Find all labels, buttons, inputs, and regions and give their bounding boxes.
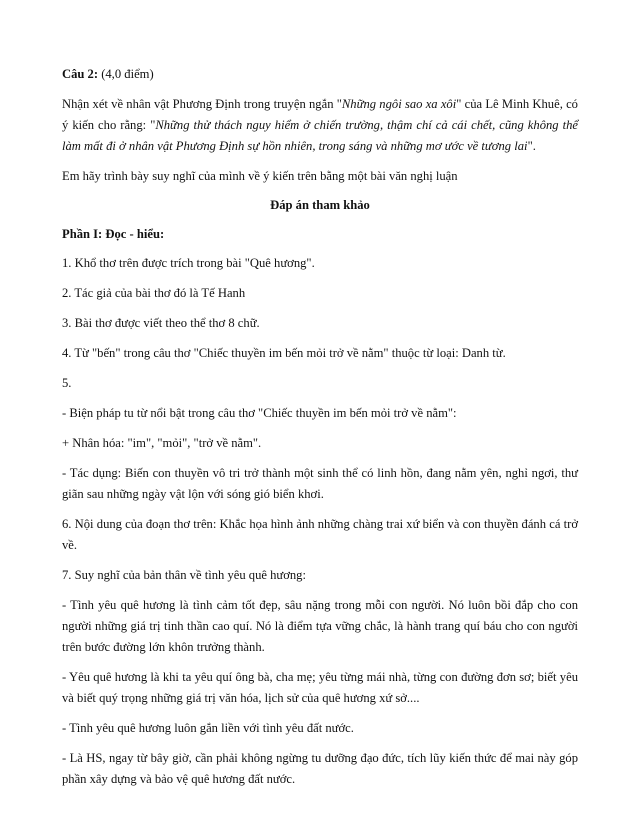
answer-item: - Yêu quê hương là khi ta yêu quí ông bà, cha mẹ; yêu từng mái nhà, từng con đường đơn sơ; biết yêu và biết quý trọng những giá trị văn hóa, lịch sử của quê hương xứ sở.... bbox=[62, 670, 578, 705]
answer-item: + Nhân hóa: "im", "mỏi", "trở về nằm". bbox=[62, 436, 262, 450]
question-prompt bbox=[62, 94, 578, 157]
page-content bbox=[62, 64, 578, 799]
answer-item: 7. Suy nghĩ của bản thân về tình yêu quê hương: bbox=[62, 568, 306, 582]
question-task: Em hãy trình bày suy nghĩ của mình về ý kiến trên bằng một bài văn nghị luận bbox=[62, 169, 458, 183]
prompt-text-c: ". bbox=[527, 139, 536, 153]
answer-item: - Biện pháp tu từ nổi bật trong câu thơ "Chiếc thuyền im bến mỏi trở về nằm": bbox=[62, 406, 457, 420]
question-label: Câu 2: bbox=[62, 67, 99, 81]
answer-item: 5. bbox=[62, 376, 72, 390]
answer-item: 3. Bài thơ được viết theo thể thơ 8 chữ. bbox=[62, 316, 260, 330]
question-heading bbox=[62, 64, 578, 85]
answer-title: Đáp án tham khảo bbox=[270, 198, 370, 212]
prompt-quote: Những thử thách nguy hiểm ở chiến trường, thậm chí cả cái chết, cũng không thể làm mất đi ở nhân vật Phương Định sự hồn nhiên, trong sáng và những mơ ước về tương lai bbox=[62, 118, 579, 153]
answer-item: 2. Tác giả của bài thơ đó là Tế Hanh bbox=[62, 286, 246, 300]
answer-item: 4. Từ "bến" trong câu thơ "Chiếc thuyền im bến mỏi trở về nằm" thuộc từ loại: Danh từ. bbox=[62, 346, 506, 360]
answer-item: 1. Khổ thơ trên được trích trong bài "Quê hương". bbox=[62, 256, 315, 270]
question-score: (4,0 điểm) bbox=[98, 67, 154, 81]
answer-item: - Tình yêu quê hương là tình cảm tốt đẹp, sâu nặng trong mỗi con người. Nó luôn bồi đắp cho con người những giá trị tinh thần cao quí. Nó là điểm tựa vững chắc, là hành trang quí báu cho con người trên bước đường lớn khôn trưởng thành. bbox=[62, 598, 578, 654]
answer-item: - Là HS, ngay từ bây giờ, cần phải không ngừng tu dưỡng đạo đức, tích lũy kiến thức để mai này góp phần xây dựng và bảo vệ quê hương đất nước. bbox=[62, 751, 578, 786]
answer-item: - Tác dụng: Biến con thuyền vô tri trở thành một sinh thể có linh hồn, đang nằm yên, nghỉ ngơi, thư giãn sau những ngày vật lộn với sóng gió biển khơi. bbox=[62, 466, 578, 501]
answer-item: 6. Nội dung của đoạn thơ trên: Khắc họa hình ảnh những chàng trai xứ biển và con thuyền đánh cá trở về. bbox=[62, 517, 578, 552]
prompt-text-b: " của Lê Minh Khuê, có ý kiến cho rằng: " bbox=[62, 97, 578, 132]
answer-item: - Tình yêu quê hương luôn gắn liền với tình yêu đất nước. bbox=[62, 721, 354, 735]
part-heading: Phần I: Đọc - hiểu: bbox=[62, 227, 165, 241]
story-title: Những ngôi sao xa xôi bbox=[341, 97, 457, 111]
prompt-text-a: Nhận xét về nhân vật Phương Định trong truyện ngắn " bbox=[62, 97, 342, 111]
